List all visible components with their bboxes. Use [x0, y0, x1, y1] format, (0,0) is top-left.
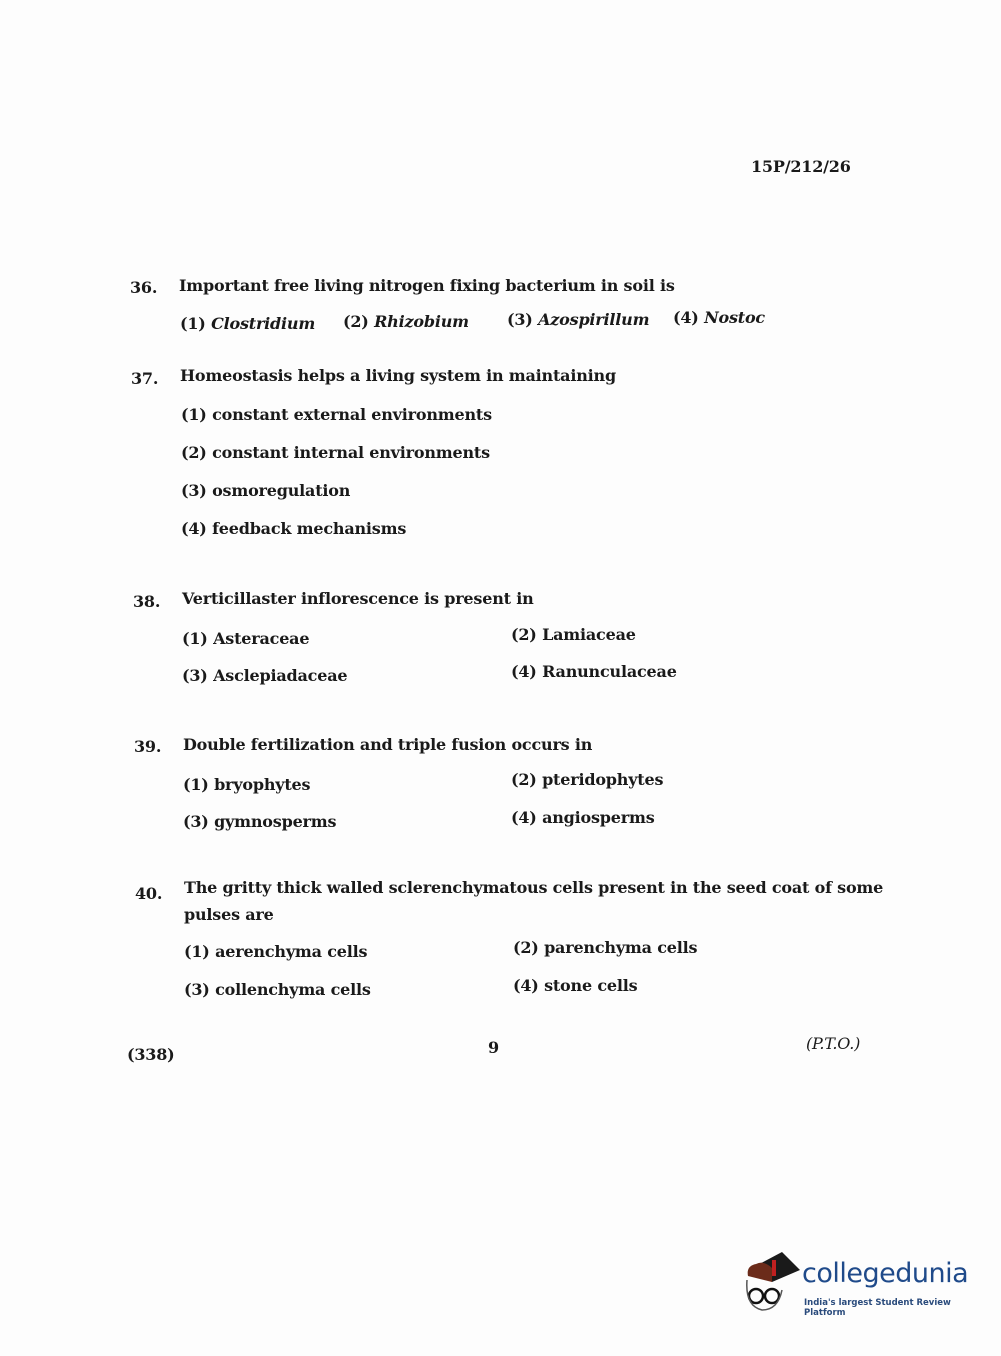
option-number: (1) — [182, 629, 208, 648]
option-number: (2) — [513, 938, 539, 957]
option — [180, 314, 315, 333]
option-number: (1) — [181, 405, 207, 424]
question-number: 36. — [130, 278, 158, 297]
option-text: Rhizobium — [374, 312, 469, 331]
option — [513, 976, 637, 995]
page-number: 9 — [488, 1038, 499, 1057]
option-text: stone cells — [544, 976, 638, 995]
question-text-continued: pulses are — [184, 905, 274, 924]
option — [513, 938, 697, 957]
question-text: Verticillaster inflorescence is present in — [182, 589, 534, 608]
option — [511, 662, 677, 681]
question-text: Homeostasis helps a living system in maintaining — [180, 366, 616, 385]
question-number: 38. — [133, 592, 161, 611]
pto-label: (P.T.O.) — [806, 1034, 861, 1053]
brand-tagline: India's largest Student Review Platform — [804, 1298, 951, 1318]
option — [181, 519, 406, 538]
option-number: (4) — [511, 662, 537, 681]
option — [181, 443, 490, 462]
option — [673, 308, 765, 327]
option-number: (4) — [513, 976, 539, 995]
brand-name: collegedunia — [802, 1258, 969, 1289]
option-text: Asteraceae — [213, 629, 310, 648]
option-text: Azospirillum — [538, 310, 650, 329]
option — [181, 405, 492, 424]
option — [183, 775, 310, 794]
question-number: 37. — [131, 369, 159, 388]
question-text: Double fertilization and triple fusion occurs in — [183, 735, 593, 754]
option-number: (3) — [183, 812, 209, 831]
option — [182, 666, 347, 685]
option-text: feedback mechanisms — [212, 519, 407, 538]
option-text: aerenchyma cells — [215, 942, 368, 961]
collegedunia-logo — [742, 1250, 972, 1320]
option-number: (2) — [511, 625, 537, 644]
option-text: parenchyma cells — [544, 938, 698, 957]
question-number: 39. — [134, 737, 162, 756]
option-number: (2) — [511, 770, 537, 789]
option-number: (1) — [184, 942, 210, 961]
question-number: 40. — [135, 884, 163, 903]
option — [511, 770, 663, 789]
mascot-icon — [742, 1250, 802, 1320]
option-number: (2) — [343, 312, 369, 331]
option-number: (3) — [182, 666, 208, 685]
option-number: (1) — [183, 775, 209, 794]
option-text: bryophytes — [214, 775, 311, 794]
option-number: (4) — [181, 519, 207, 538]
option-text: constant internal environments — [212, 443, 490, 462]
option — [507, 310, 649, 329]
option-text: constant external environments — [212, 405, 492, 424]
footer-code: (338) — [127, 1045, 175, 1064]
option — [183, 812, 336, 831]
option-number: (4) — [673, 308, 699, 327]
option — [184, 980, 371, 999]
option-text: pteridophytes — [542, 770, 664, 789]
option — [184, 942, 367, 961]
option — [511, 625, 636, 644]
option-text: collenchyma cells — [215, 980, 371, 999]
option-text: osmoregulation — [212, 481, 351, 500]
option-number: (2) — [181, 443, 207, 462]
question-text: The gritty thick walled sclerenchymatous cells present in the seed coat of some — [184, 878, 884, 897]
option-number: (3) — [181, 481, 207, 500]
option-number: (4) — [511, 808, 537, 827]
option — [511, 808, 655, 827]
option-text: Lamiaceae — [542, 625, 636, 644]
option-text: Clostridium — [211, 314, 316, 333]
option-text: Nostoc — [704, 308, 765, 327]
paper-code: 15P/212/26 — [751, 157, 851, 176]
option-text: Asclepiadaceae — [213, 666, 348, 685]
option-text: Ranunculaceae — [542, 662, 677, 681]
question-text: Important free living nitrogen fixing bacterium in soil is — [179, 276, 675, 295]
option — [182, 629, 309, 648]
option-number: (1) — [180, 314, 206, 333]
option — [343, 312, 469, 331]
option — [181, 481, 350, 500]
option-number: (3) — [184, 980, 210, 999]
option-text: angiosperms — [542, 808, 655, 827]
option-number: (3) — [507, 310, 533, 329]
option-text: gymnosperms — [214, 812, 337, 831]
